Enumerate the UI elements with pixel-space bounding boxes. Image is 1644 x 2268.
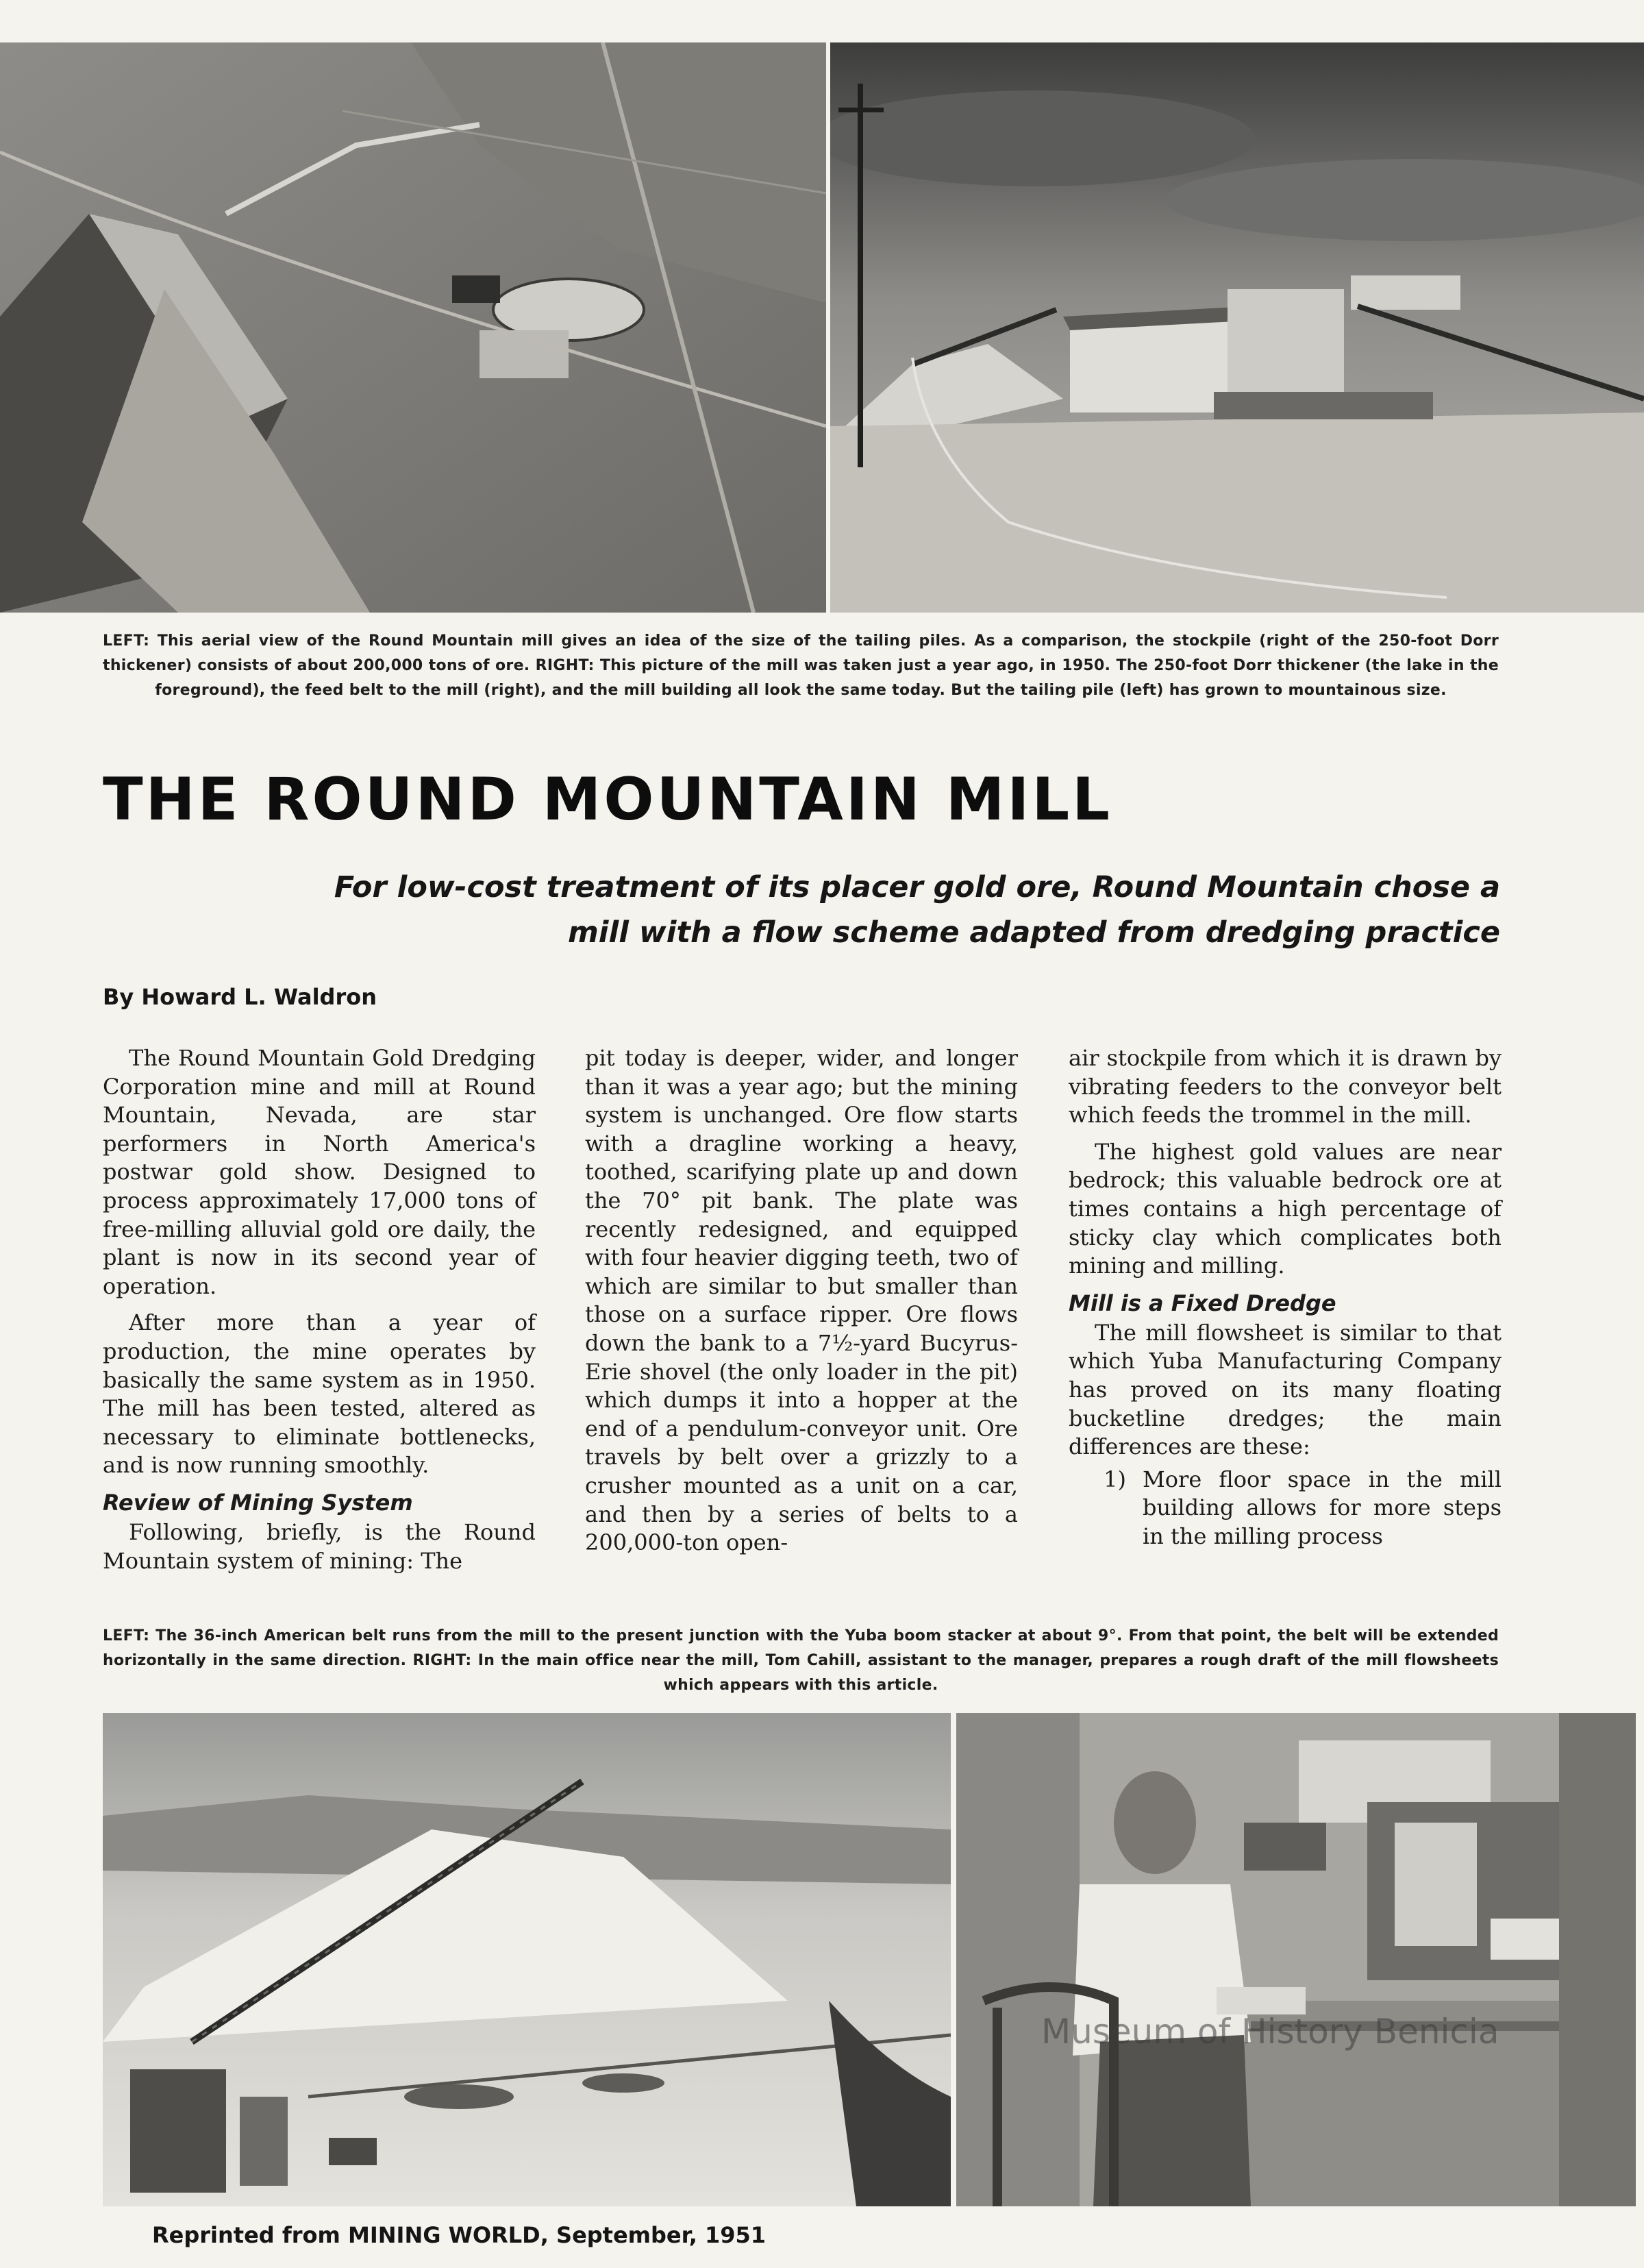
reprint-credit: Reprinted from MINING WORLD, September, 1951 — [152, 2222, 767, 2248]
article-headline: THE ROUND MOUNTAIN MILL — [103, 765, 1112, 834]
paragraph: pit today is deeper, wider, and longer than it was a year ago; but the mining system is unchanged. Ore flow starts with a dragline working a heavy, toothed, scarifying plate up and down the 70° pit bank. The plate was recently redesigned, and equipped with four heavier digging teeth, two of which are similar to but smaller than those on a surface ripper. Ore flows down the bank to a 7½-yard Bucyrus-Erie shovel (the only loader in the pit) which dumps it into a hopper at the end of a pendulum-conveyor unit. Ore travels by belt over a grizzly to a crusher mounted as a unit on a car, and then by a series of belts to a 200,000-ton open- — [585, 1045, 1018, 1556]
bottom-photo-caption: LEFT: The 36-inch American belt runs from the mill to the present junction with the Yuba boom stacker at about 9°. From that point, the belt will be extended horizontally in the same direction. RIGHT: In the main office near the mill, Tom Cahill, assistant to the manager, prepares a rough draft of the mill flowsheets which appears with this article. — [103, 1627, 1499, 1694]
paragraph: After more than a year of production, the mine operates by basically the same system as in 1950. The mill has been tested, altered as necessary to eliminate bottlenecks, and is now running smoothly. — [103, 1309, 536, 1479]
paragraph: Following, briefly, is the Round Mountain system of mining: The — [103, 1518, 536, 1574]
list-item — [1069, 1466, 1502, 1551]
article-deck: For low-cost treatment of its placer gold ore, Round Mountain chose a mill with a flow scheme adapted from dredging practice — [334, 870, 1500, 950]
list-item-number: 1) — [1104, 1466, 1126, 1492]
paragraph: The mill flowsheet is similar to that which Yuba Manufacturing Company has proved on its many floating bucketline dredges; the main differences are these: — [1069, 1319, 1502, 1460]
section-heading: Mill is a Fixed Dredge — [1069, 1290, 1336, 1316]
watermark: Museum of History Benicia — [1041, 2012, 1499, 2051]
top-photo-caption: LEFT: This aerial view of the Round Mountain mill gives an idea of the size of the tailing piles. As a comparison, the stockpile (right of the 250-foot Dorr thickener) consists of about 200,000 tons of ore. RIGHT: This picture of the mill was taken just a year ago, in 1950. The 250-foot Dorr thickener (the lake in the foreground), the feed belt to the mill (right), and the mill building all look the same today. But the tailing pile (left) has grown to mountainous size. — [103, 632, 1499, 699]
paragraph: The Round Mountain Gold Dredging Corporation mine and mill at Round Mountain, Nevada, are star performers in North America's postwar gold show. Designed to process approximately 17,000 tons of free-milling alluvial gold ore daily, the plant is now in its second year of operation. — [103, 1045, 536, 1299]
office-photo — [956, 1713, 1636, 2206]
article-column-2 — [585, 1044, 1018, 1557]
paragraph: air stockpile from which it is drawn by vibrating feeders to the conveyor belt which feeds the trommel in the mill. — [1069, 1045, 1502, 1129]
byline: By Howard L. Waldron — [103, 984, 377, 1010]
article-column-1 — [103, 1044, 536, 1575]
section-heading: Review of Mining System — [103, 1489, 413, 1516]
conveyor-belt-photo — [103, 1713, 951, 2206]
list-item-text: More floor space in the mill building allows for more steps in the milling process — [1143, 1466, 1502, 1549]
aerial-mill-photo — [0, 42, 826, 613]
mill-building-photo — [830, 42, 1644, 613]
paragraph: The highest gold values are near bedrock; this valuable bedrock ore at times contains a high percentage of sticky clay which complicates both mining and milling. — [1069, 1138, 1502, 1279]
article-column-3 — [1069, 1044, 1502, 1551]
